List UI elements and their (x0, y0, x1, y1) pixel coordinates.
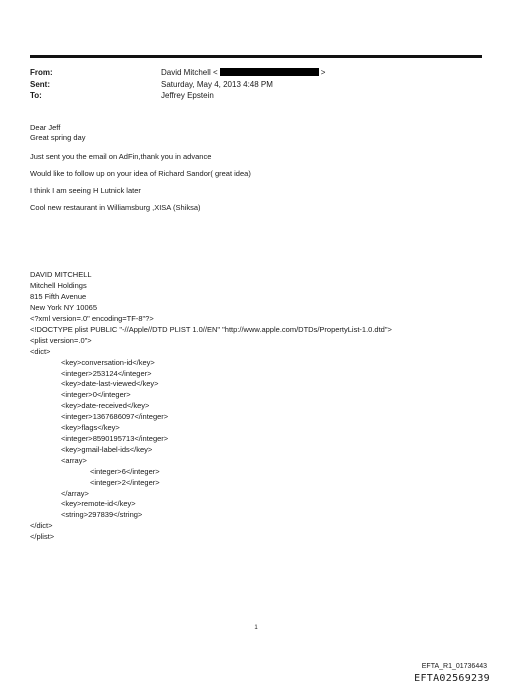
to-value: Jeffrey Epstein (161, 91, 214, 100)
xml-line: <key>date-last-viewed</key> (61, 379, 159, 389)
body-line: Dear Jeff (30, 123, 61, 132)
signature-address-line: 815 Fifth Avenue (30, 291, 87, 301)
to-row (30, 90, 325, 102)
body-line: Just sent you the email on AdFin,thank you in advance (30, 151, 212, 161)
signature-block (30, 270, 97, 314)
xml-line: <key>gmail-label-ids</key> (61, 444, 153, 454)
xml-line: <plist version=.0"> (30, 335, 92, 345)
xml-line: <key>date-received</key> (61, 401, 150, 411)
body-line: Great spring day (30, 133, 86, 143)
xml-line: </array> (61, 488, 89, 498)
to-label: To: (30, 91, 42, 100)
xml-line: <key>remote-id</key> (61, 499, 136, 509)
xml-line: <integer>6</integer> (90, 466, 160, 476)
sent-value: Saturday, May 4, 2013 4:48 PM (161, 79, 273, 89)
xml-line: <key>conversation-id</key> (61, 357, 155, 367)
greeting-block (30, 123, 251, 144)
xml-line: <integer>1367686097</integer> (61, 412, 169, 422)
plist-xml-block (30, 314, 392, 543)
from-name: David Mitchell < (161, 68, 218, 77)
xml-line: <dict> (30, 346, 51, 356)
page-number: 1 (254, 625, 258, 631)
xml-line: <integer>253124</integer> (61, 368, 152, 378)
from-row (30, 67, 325, 79)
efta-reference-large: EFTA02569239 (414, 673, 490, 684)
from-value (161, 67, 325, 79)
xml-line: <array> (61, 455, 87, 465)
xml-line: <integer>8590195713</integer> (61, 433, 169, 443)
sent-row (30, 79, 325, 91)
signature-company: Mitchell Holdings (30, 280, 87, 290)
xml-line: </dict> (30, 521, 53, 531)
xml-line: <key>flags</key> (61, 423, 120, 433)
xml-line: <!DOCTYPE plist PUBLIC "-//Apple//DTD PLIST 1.0//EN" "http://www.apple.com/DTDs/PropertyList-1.0.dtd"> (30, 324, 392, 334)
signature-address-line: New York NY 10065 (30, 302, 97, 312)
xml-line: <integer>0</integer> (61, 390, 131, 400)
from-end: > (320, 68, 326, 77)
email-header (30, 67, 325, 102)
xml-line: </plist> (30, 532, 55, 542)
redaction-bar (220, 68, 319, 76)
xml-line: <?xml version=.0" encoding=TF-8"?> (30, 314, 154, 323)
xml-line: <string>297839</string> (61, 510, 143, 520)
header-rule (30, 55, 482, 58)
sent-label: Sent: (30, 79, 50, 89)
body-line: Would like to follow up on your idea of Richard Sandor( great idea) (30, 168, 251, 178)
from-label: From: (30, 68, 53, 77)
email-body (30, 123, 251, 219)
body-line: Cool new restaurant in Williamsburg ,XISA (Shiksa) (30, 202, 201, 212)
signature-name: DAVID MITCHELL (30, 270, 92, 279)
xml-line: <integer>2</integer> (90, 477, 160, 487)
body-line: I think I am seeing H Lutnick later (30, 185, 141, 195)
efta-reference-small: EFTA_R1_01736443 (421, 663, 487, 670)
